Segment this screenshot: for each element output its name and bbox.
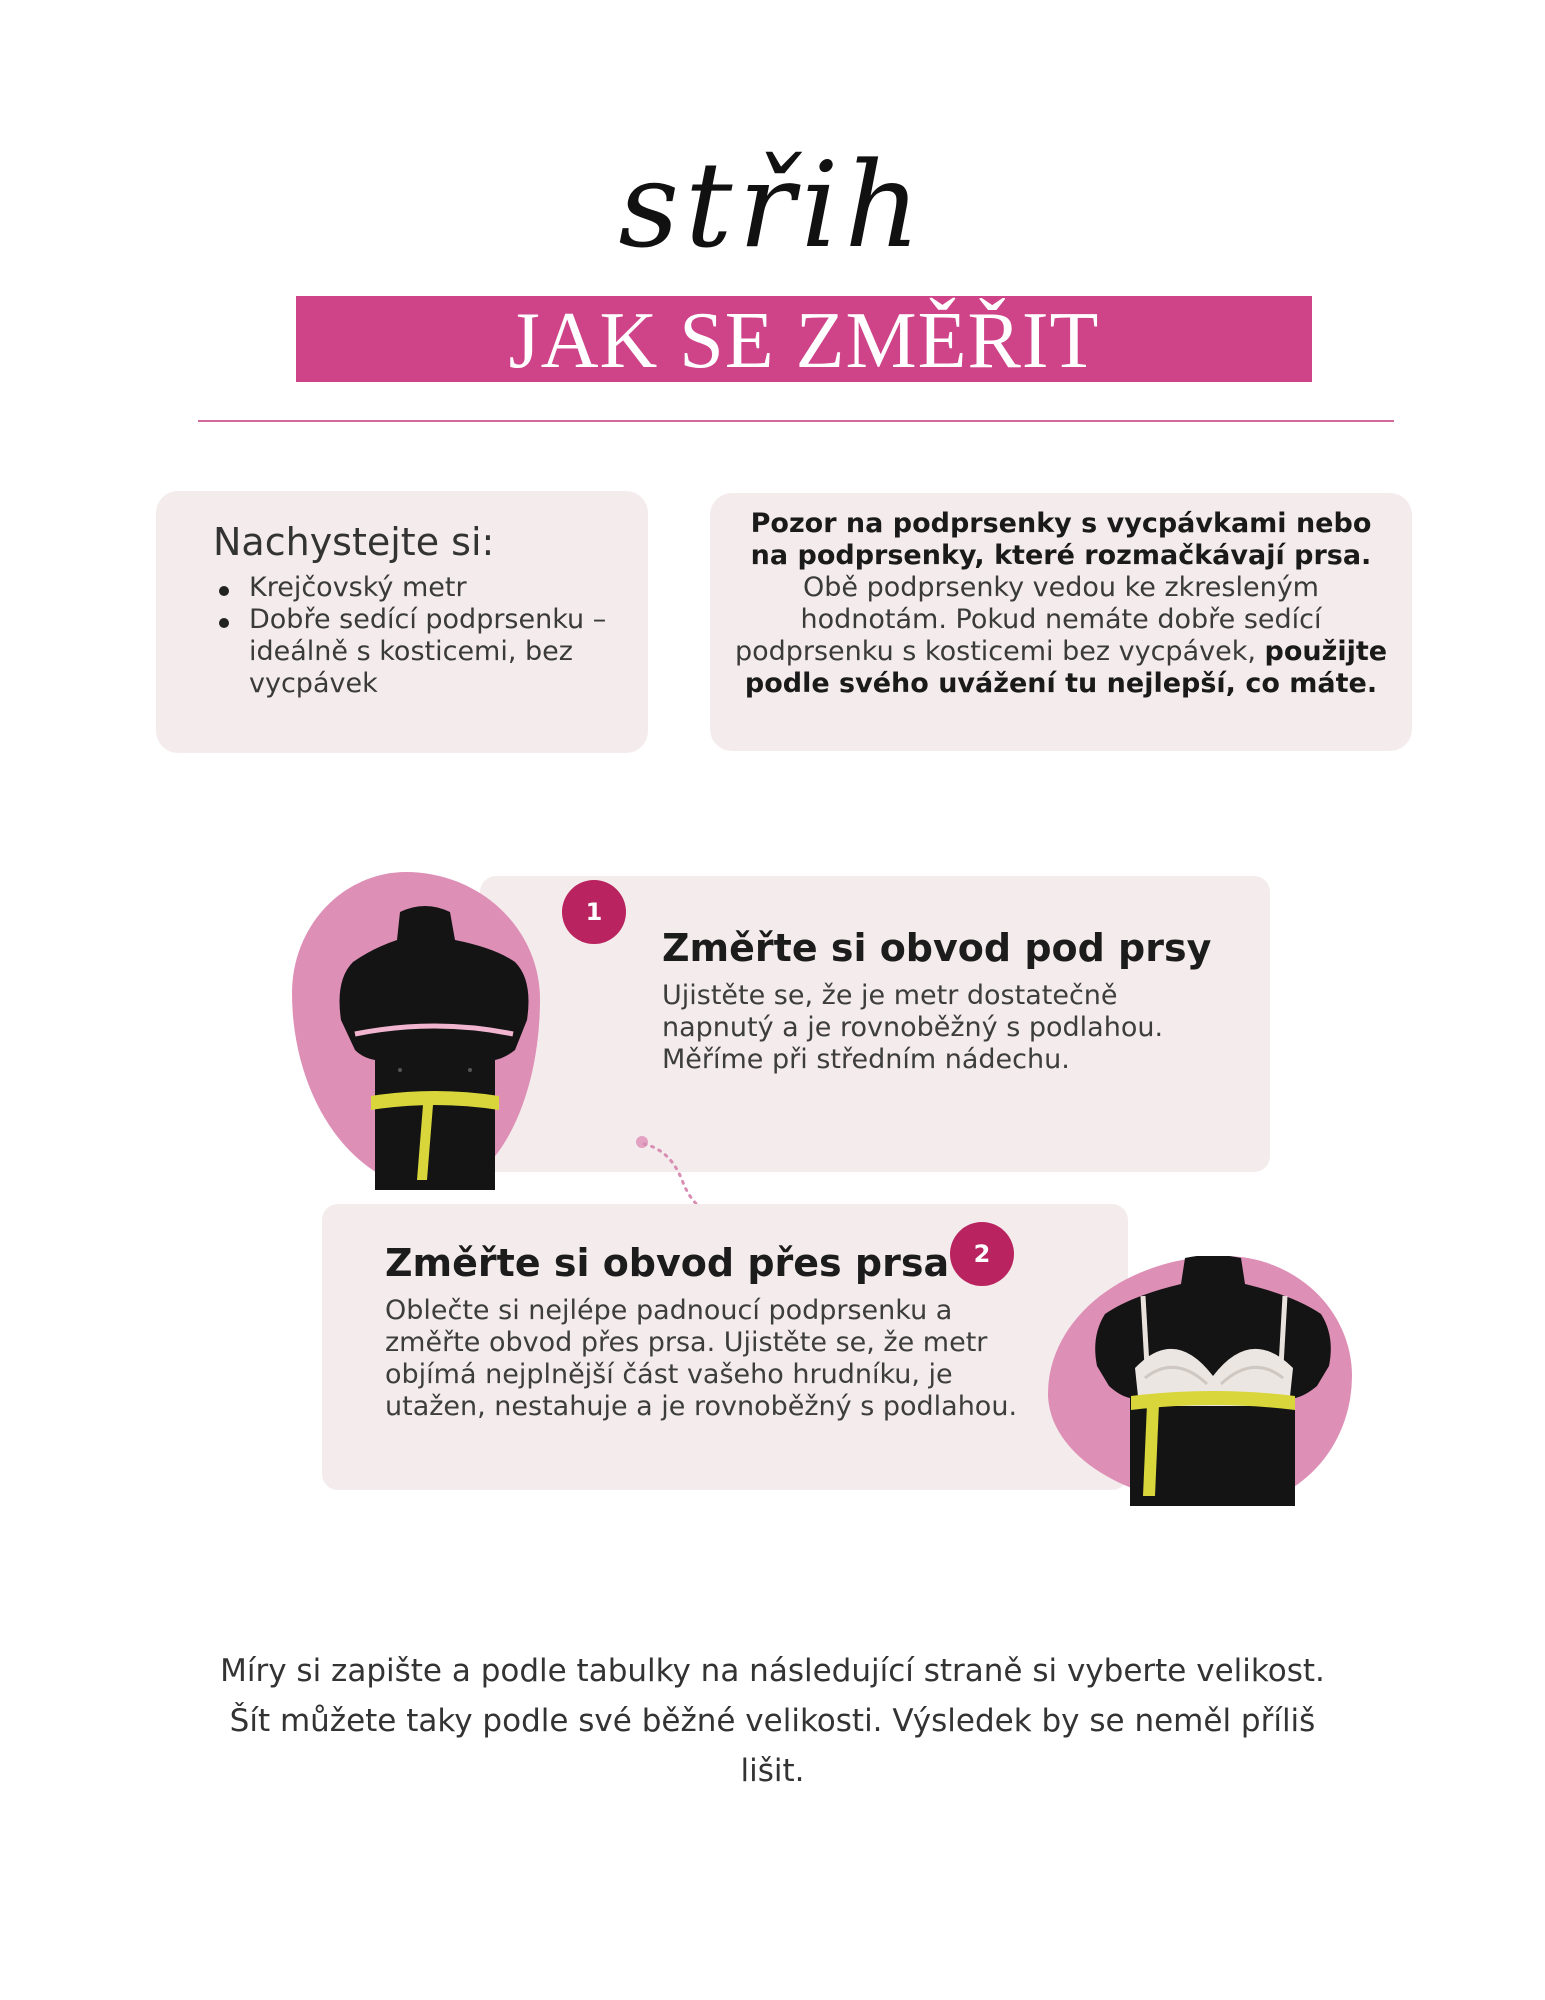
divider bbox=[198, 420, 1394, 422]
warning-text bbox=[730, 508, 1392, 700]
mannequin-underbust-image bbox=[305, 900, 545, 1190]
warning-bold-1: Pozor na podprsenky s vycpávkami nebo na podprsenky, které rozmačkávají prsa. bbox=[750, 508, 1372, 571]
prep-title: Nachystejte si: bbox=[213, 520, 495, 564]
prep-item: Krejčovský metr bbox=[213, 572, 613, 604]
step-2-title: Změřte si obvod přes prsa bbox=[385, 1241, 950, 1285]
page-title: JAK SE ZMĚŘIT bbox=[508, 297, 1100, 385]
mannequin-bust-image bbox=[1085, 1256, 1340, 1506]
footer-note: Míry si zapište a podle tabulky na následující straně si vyberte velikost. Šít můžete taky podle své běžné velikosti. Výsledek by se neměl příliš lišit. bbox=[220, 1653, 1325, 1789]
warning-normal: Obě podprsenky vedou ke zkresleným hodnotám. Pokud nemáte dobře sedící podprsenku s kosticemi bez vycpávek, bbox=[734, 572, 1322, 667]
step-2-text: Oblečte si nejlépe padnoucí podprsenku a změřte obvod přes prsa. Ujistěte se, že metr objímá nejplnější část vašeho hrudníku, je utažen, nestahuje a je rovnoběžný s podlahou. bbox=[385, 1295, 1018, 1422]
prep-list bbox=[213, 572, 613, 700]
step-1-badge: 1 bbox=[562, 880, 626, 944]
step-1-text: Ujistěte se, že je metr dostatečně napnutý a je rovnoběžný s podlahou. Měříme při středním nádechu. bbox=[662, 980, 1164, 1075]
script-title: střih bbox=[618, 136, 927, 274]
warning-bold-2: použijte podle svého uvážení tu nejlepší, co máte. bbox=[744, 636, 1388, 699]
step-2-badge: 2 bbox=[950, 1222, 1014, 1286]
step-1-title: Změřte si obvod pod prsy bbox=[662, 926, 1212, 970]
prep-item: Dobře sedící podprsenku – ideálně s kosticemi, bez vycpávek bbox=[213, 604, 613, 700]
